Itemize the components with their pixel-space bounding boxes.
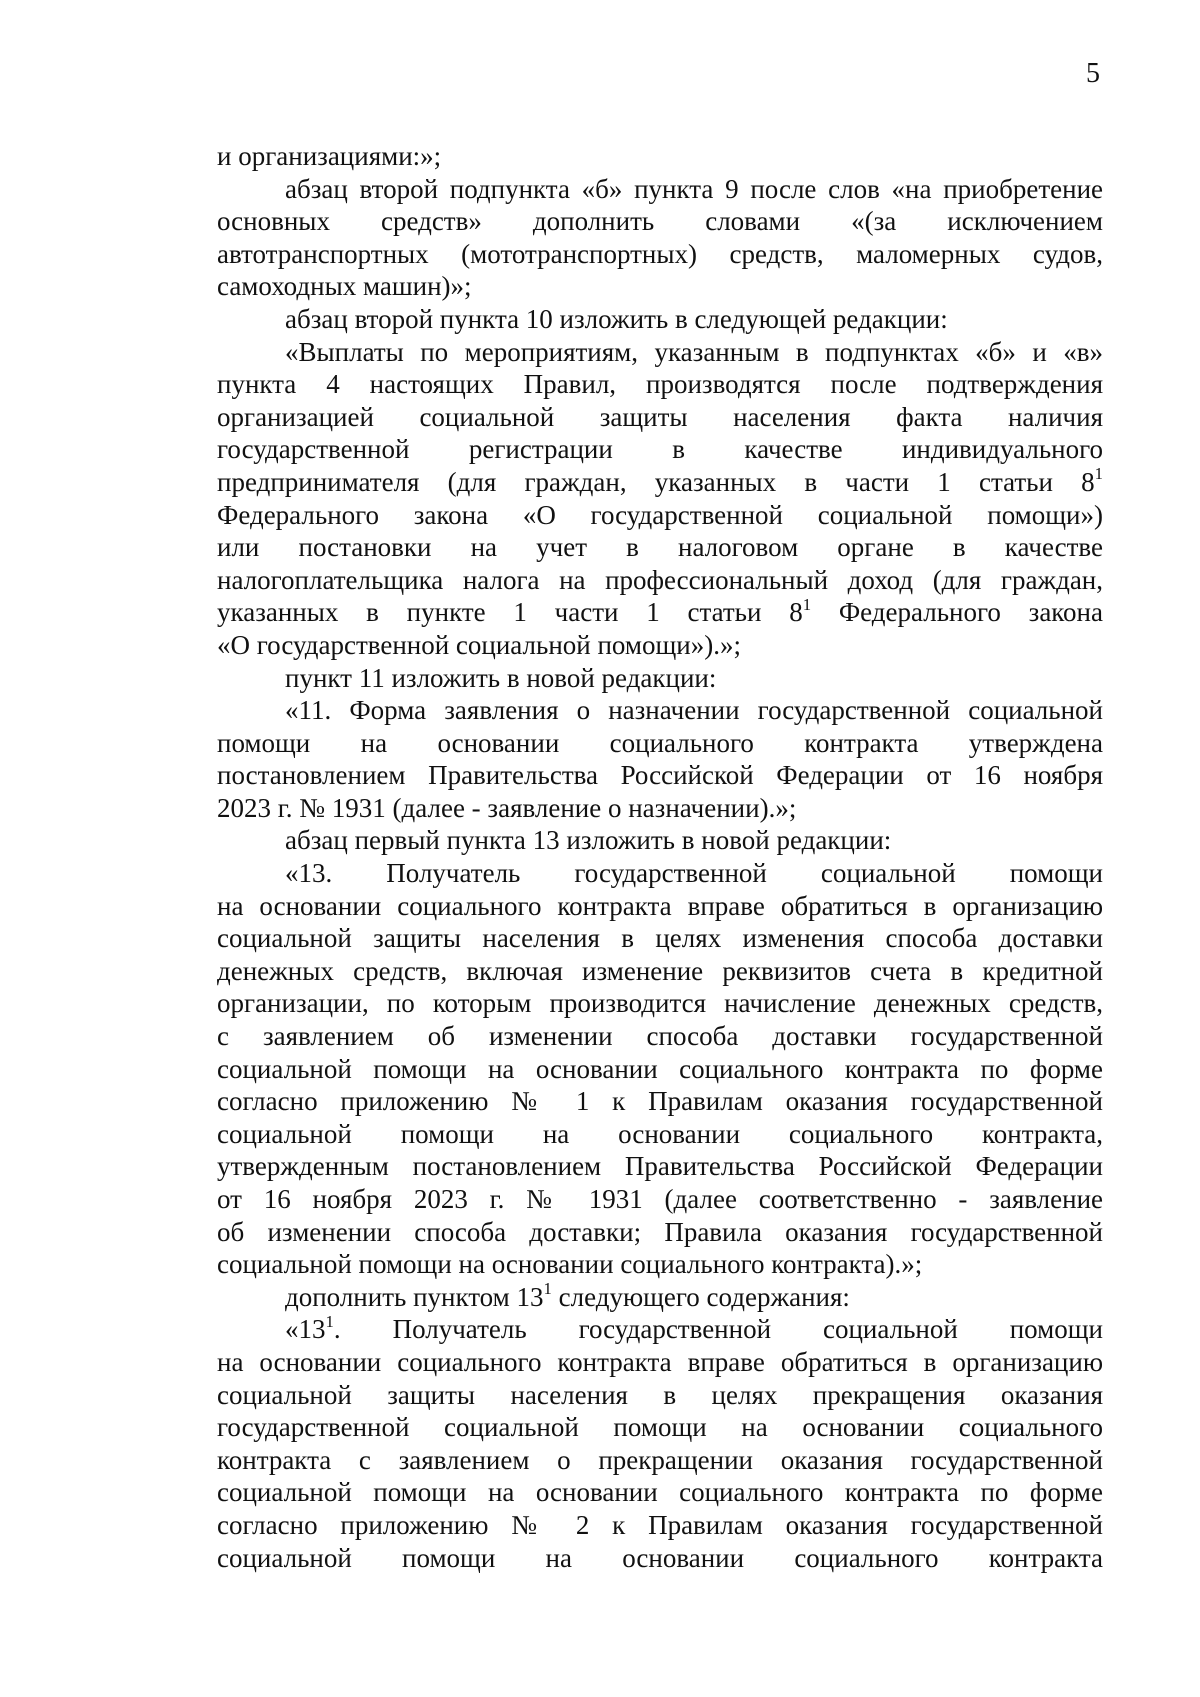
- text-line: [217, 596, 1103, 629]
- line-text: об изменении способа доставки; Правила оказания государственной: [217, 1216, 1103, 1247]
- line-text: социальной защиты населения в целях прекращения оказания: [217, 1379, 1103, 1410]
- line-text: предпринимателя (для граждан, указанных в части 1 статьи 8: [217, 466, 1095, 497]
- line-text: «11. Форма заявления о назначении государственной социальной: [285, 695, 1103, 726]
- line-text: утвержденным постановлением Правительства Российской Федерации: [217, 1151, 1103, 1182]
- text-line: [217, 987, 1103, 1020]
- line-text-continued: Федерального закона: [811, 597, 1103, 628]
- superscript: 1: [325, 1311, 334, 1331]
- text-line: [217, 238, 1103, 271]
- text-line: [217, 1542, 1103, 1575]
- line-text: «О государственной социальной помощи»).»;: [217, 629, 741, 660]
- text-line: [217, 890, 1103, 923]
- line-text: Федерального закона «О государственной социальной помощи»): [217, 499, 1103, 530]
- text-line: [217, 1118, 1103, 1151]
- line-text: организации, по которым производится начисление денежных средств,: [217, 988, 1103, 1019]
- text-line: [217, 955, 1103, 988]
- text-line: [217, 1509, 1103, 1542]
- line-text: контракта с заявлением о прекращении оказания государственной: [217, 1444, 1103, 1475]
- line-text: социальной защиты населения в целях изменения способа доставки: [217, 923, 1103, 954]
- text-line: [217, 303, 1103, 336]
- text-line: [217, 1248, 1103, 1281]
- line-text: организацией социальной защиты населения факта наличия: [217, 401, 1103, 432]
- line-text: основных средств» дополнить словами «(за исключением: [217, 206, 1103, 237]
- line-text: с заявлением об изменении способа доставки государственной: [217, 1021, 1103, 1052]
- text-line: [217, 1444, 1103, 1477]
- line-text: от 16 ноября 2023 г. № 1931 (далее соответственно - заявление: [217, 1184, 1103, 1214]
- text-line: [217, 368, 1103, 401]
- line-text: и организациями:»;: [217, 141, 442, 171]
- line-text: денежных средств, включая изменение реквизитов счета в кредитной: [217, 955, 1103, 986]
- text-line: [217, 792, 1103, 825]
- text-line: [217, 1281, 1103, 1314]
- text-line: [217, 270, 1103, 303]
- text-line: [217, 433, 1103, 466]
- text-line: [217, 1346, 1103, 1379]
- line-text: «Выплаты по мероприятиям, указанным в подпунктах «б» и «в»: [285, 336, 1103, 367]
- line-text: указанных в пункте 1 части 1 статьи 8: [217, 597, 803, 628]
- text-line: [217, 1150, 1103, 1183]
- line-text: или постановки на учет в налоговом органе в качестве: [217, 532, 1103, 563]
- text-line: [217, 662, 1103, 695]
- text-line: [217, 1476, 1103, 1509]
- text-line: [217, 694, 1103, 727]
- line-text: абзац второй подпункта «б» пункта 9 после слов «на приобретение: [285, 173, 1103, 204]
- line-text: постановлением Правительства Российской Федерации от 16 ноября: [217, 760, 1103, 791]
- superscript: 1: [543, 1279, 552, 1299]
- text-line: [217, 466, 1103, 499]
- text-line: [217, 1411, 1103, 1444]
- line-text: помощи на основании социального контракта утверждена: [217, 727, 1103, 758]
- line-text: самоходных машин)»;: [217, 271, 472, 302]
- line-text: «13. Получатель государственной социальной помощи: [285, 858, 1103, 889]
- line-text: пункт 11 изложить в новой редакции:: [285, 662, 717, 693]
- line-text: дополнить пунктом 13: [285, 1281, 544, 1312]
- text-line: [217, 1313, 1103, 1346]
- text-line: [217, 922, 1103, 955]
- text-line: [217, 499, 1103, 532]
- text-line: [217, 824, 1103, 857]
- text-line: [217, 727, 1103, 760]
- line-text: согласно приложению № 1 к Правилам оказания государственной: [217, 1086, 1103, 1117]
- text-line: [217, 1216, 1103, 1249]
- line-text: социальной помощи на основании социального контракта по форме: [217, 1477, 1103, 1508]
- superscript: 1: [802, 594, 812, 614]
- line-text: социальной помощи на основании социального контракта по форме: [217, 1053, 1103, 1084]
- line-text: абзац второй пункта 10 изложить в следующей редакции:: [285, 303, 948, 334]
- text-line: [217, 173, 1103, 206]
- line-text: социальной помощи на основании социального контракта: [217, 1542, 1103, 1573]
- line-text: на основании социального контракта вправе обратиться в организацию: [217, 890, 1103, 921]
- line-text: государственной социальной помощи на основании социального: [217, 1412, 1103, 1443]
- line-text: налогоплательщика налога на профессиональный доход (для граждан,: [217, 564, 1103, 595]
- text-line: [217, 205, 1103, 238]
- text-line: [217, 629, 1103, 662]
- line-text: пункта 4 настоящих Правил, производятся после подтверждения: [217, 369, 1103, 400]
- text-line: [217, 1053, 1103, 1086]
- line-text-continued: . Получатель государственной социальной помощи: [333, 1314, 1103, 1345]
- text-line: [217, 336, 1103, 369]
- text-line: [217, 759, 1103, 792]
- line-text: социальной помощи на основании социального контракта,: [217, 1118, 1103, 1149]
- text-line: [217, 857, 1103, 890]
- line-text: государственной регистрации в качестве индивидуального: [217, 434, 1103, 465]
- text-line: [217, 564, 1103, 597]
- document-body: [217, 140, 1103, 1574]
- line-text: «13: [285, 1314, 326, 1345]
- text-line: [217, 401, 1103, 434]
- line-text: на основании социального контракта вправе обратиться в организацию: [217, 1346, 1103, 1377]
- text-line: [217, 1379, 1103, 1412]
- text-line: [217, 1183, 1103, 1216]
- superscript: 1: [1094, 464, 1103, 484]
- line-text: автотранспортных (мототранспортных) средств, маломерных судов,: [217, 238, 1103, 269]
- line-text: социальной помощи на основании социального контракта).»;: [217, 1249, 923, 1280]
- text-line: [217, 1020, 1103, 1053]
- line-text-continued: следующего содержания:: [551, 1281, 850, 1312]
- line-text: абзац первый пункта 13 изложить в новой редакции:: [285, 825, 892, 856]
- text-line: [217, 1085, 1103, 1118]
- text-line: [217, 140, 1103, 173]
- line-text: согласно приложению № 2 к Правилам оказания государственной: [217, 1509, 1103, 1540]
- page-number: 5: [1086, 58, 1100, 89]
- line-text: 2023 г. № 1931 (далее - заявление о назначении).»;: [217, 792, 797, 823]
- text-line: [217, 531, 1103, 564]
